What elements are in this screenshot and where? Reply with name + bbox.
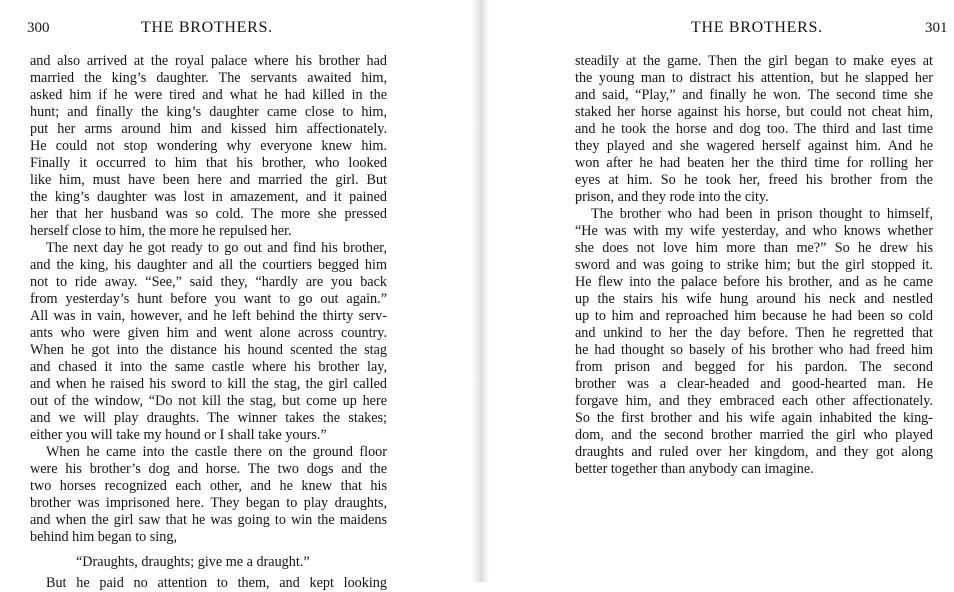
text-line: ants who were given him and went alone across country. <box>30 325 387 341</box>
left-page-number: 300 <box>27 20 50 36</box>
right-page-number: 301 <box>925 20 948 36</box>
text-line: When he came into the castle there on the ground floor <box>46 444 387 460</box>
text-line: prison, and they rode into the city. <box>575 189 769 205</box>
text-line: sword and was going to strike him; but the girl stopped it. <box>575 257 933 273</box>
text-line: married the king’s daughter. The servants awaited him, <box>30 70 387 86</box>
text-line: brother was a clear-headed and good-hearted man. He <box>575 376 933 392</box>
text-line: herself close to him, the more he repulsed her. <box>30 223 292 239</box>
text-line: won after he had beaten her the third time for rolling her <box>575 155 933 171</box>
text-line: When he got into the distance his hound scented the stag <box>30 342 387 358</box>
text-line: He flew into the palace before his brother, and as he came <box>575 274 933 290</box>
text-line: and he took the horse and dog too. The third and last time <box>575 121 933 137</box>
text-line: the king’s daughter was lost in amazement, and it pained <box>30 189 387 205</box>
text-line: out of the window, “Do not kill the stag, but come up here <box>30 393 387 409</box>
text-line: and also arrived at the royal palace where his brother had <box>30 53 387 69</box>
text-line: put her arms around him and kissed him affectionately. <box>30 121 387 137</box>
text-line: up the stairs his wife hung around his neck and nestled <box>575 291 933 307</box>
text-line: and said, “Play,” and finally he won. The second time she <box>575 87 933 103</box>
text-line: she does not love him more than me?” So he drew his <box>575 240 933 256</box>
text-line: “He was with my wife yesterday, and who knows whether <box>575 223 933 239</box>
text-line: and chased it into the same castle where his brother lay, <box>30 359 387 375</box>
text-line: draughts and ruled over her kingdom, and they got along <box>575 444 933 460</box>
text-line: All was in vain, however, and he left behind the thirty serv- <box>30 308 387 324</box>
text-line: and when he raised his sword to kill the stag, the girl called <box>30 376 387 392</box>
text-line: eyes at him. So he took her, freed his brother from the <box>575 172 933 188</box>
text-line: not to ride away. “See,” said they, “hardly are you back <box>30 274 387 290</box>
text-line: up to him and reproached him because he had been so cold <box>575 308 933 324</box>
text-line: and when the girl saw that he was going to win the maidens <box>30 512 387 528</box>
text-line: forgave him, and they embraced each other affectionately. <box>575 393 933 409</box>
text-line: The brother who had been in prison thought to himself, <box>591 206 933 222</box>
song-line: “Draughts, draughts; give me a draught.” <box>76 554 310 570</box>
text-line: from prison and begged for his pardon. The second <box>575 359 933 375</box>
text-line: He could not stop wondering why everyone knew him. <box>30 138 387 154</box>
text-line: brother was imprisoned here. They began to play draughts, <box>30 495 387 511</box>
text-line: and unkind to her the day before. Then he regretted that <box>575 325 933 341</box>
text-line: Finally it occurred to him that his brother, who looked <box>30 155 387 171</box>
text-line: he had thought so basely of his brother who had freed him <box>575 342 933 358</box>
text-line: But he paid no attention to them, and kept looking <box>46 575 387 591</box>
text-line: they played and she wagered herself against him. And he <box>575 138 933 154</box>
text-line: staked her horse against his horse, but could not cheat him, <box>575 104 933 120</box>
right-running-head: THE BROTHERS. <box>691 19 823 36</box>
text-line: asked him if he were tired and what he had killed in the <box>30 87 387 103</box>
text-line: from yesterday’s hunt before you want to go out again.” <box>30 291 387 307</box>
text-line: the young man to distract his attention, but he slapped her <box>575 70 933 86</box>
text-line: were his brother’s dog and horse. The two dogs and the <box>30 461 387 477</box>
text-line: her that her husband was so cold. The more she pressed <box>30 206 387 222</box>
text-line: So the first brother and his wife again inhabited the king- <box>575 410 933 426</box>
text-line: The next day he got ready to go out and find his brother, <box>46 240 387 256</box>
text-line: and the king, his daughter and all the courtiers begged him <box>30 257 387 273</box>
text-line: either you will take my hound or I shall take yours.” <box>30 427 327 443</box>
text-line: behind him began to sing, <box>30 529 177 545</box>
text-line: better together than anybody can imagine. <box>575 461 814 477</box>
text-line: like him, must have been here and married the girl. But <box>30 172 387 188</box>
text-line: dom, and the second brother married the girl who played <box>575 427 933 443</box>
text-line: steadily at the game. Then the girl began to make eyes at <box>575 53 933 69</box>
text-line: hunt; and finally the king’s daughter came close to him, <box>30 104 387 120</box>
left-running-head: THE BROTHERS. <box>141 19 273 36</box>
text-line: two horses recognized each other, and he knew that his <box>30 478 387 494</box>
right-page <box>480 0 954 582</box>
text-line: and we will play draughts. The winner takes the stakes; <box>30 410 387 426</box>
